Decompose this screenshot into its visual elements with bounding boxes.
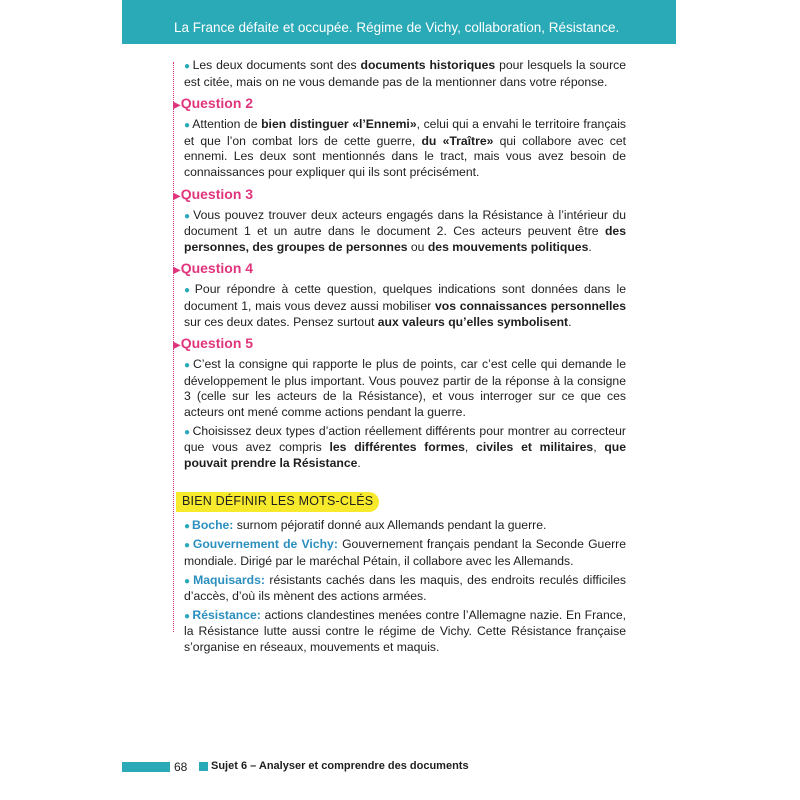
bullet-dot-icon: ●	[184, 540, 191, 552]
bullet-dot-icon: ●	[184, 426, 191, 438]
bullet-dot-icon: ●	[184, 120, 191, 132]
question-5-heading: ▶Question 5	[173, 335, 254, 352]
intro-paragraph: ● Les deux documents sont des documents historiques pour lesquels la source est citée, mais on ne vous demande pas de la mentionner dans votre réponse.	[184, 58, 627, 89]
question-2-heading: ▶Question 2	[173, 95, 254, 112]
question-5-paragraph-2: ● Choisissez deux types d’action réellement différents pour montrer au correcteur que vous avez compris les différentes formes, civiles et militaires, que pouvait prendre la Résistance.	[184, 423, 626, 470]
question-4-paragraph: ● Pour répondre à cette question, quelques indications sont données dans le document 1, mais vous devez aussi mobiliser vos connaissances personnelles sur ces deux dates. Pensez surtout aux valeurs qu’elles symbolisent.	[184, 282, 626, 329]
bullet-dot-icon: ●	[184, 210, 192, 222]
bullet-dot-icon: ●	[184, 610, 191, 622]
keywords-label: BIEN DÉFINIR LES MOTS-CLÉS	[176, 492, 379, 512]
footer-subject-title: Sujet 6 – Analyser et comprendre des documents	[211, 760, 469, 772]
triangle-right-icon: ▶	[173, 100, 181, 112]
bullet-dot-icon: ●	[184, 61, 191, 72]
bullet-dot-icon: ●	[184, 520, 191, 532]
question-3-paragraph: ● Vous pouvez trouver deux acteurs engagés dans la Résistance à l’intérieur du document 1 et un autre dans le document 2. Ces acteurs peuvent être des personnes, des groupes de personnes ou des mouvements politiques.	[184, 207, 626, 254]
question-2-paragraph: ● Attention de bien distinguer «l’Ennemi», celui qui a envahi le territoire français et que l’on combat lors de cette guerre, du «Traître» qui collabore avec cet ennemi. Les deux sont mentionnés dans le tract, mais vous avez besoin de connaissances pour expliquer qui ils sont précisément.	[184, 117, 627, 179]
question-5-paragraph-1: ● C’est la consigne qui rapporte le plus de points, car c’est celle qui demande le développement le plus important. Vous pouvez partir de la réponse à la consigne 3 (celle sur les acteurs de la Résistance), et vous interroger sur ce que ces acteurs ont mené comme actions pendant la guerre.	[184, 357, 626, 419]
bullet-dot-icon: ●	[184, 575, 192, 587]
page-number: 68	[174, 760, 188, 774]
main-content	[173, 58, 627, 659]
keyword-maquisards: ● Maquisards: résistants cachés dans les maquis, des endroits reculés difficiles d’accès, d’où ils mènent des actions armées.	[184, 572, 626, 604]
triangle-right-icon: ▶	[173, 340, 181, 352]
triangle-right-icon: ▶	[173, 190, 181, 202]
header-title: La France défaite et occupée. Régime de Vichy, collaboration, Résistance.	[174, 20, 620, 35]
triangle-right-icon: ▶	[173, 265, 181, 277]
footer-bar	[122, 762, 170, 772]
question-4-heading: ▶Question 4	[173, 260, 254, 277]
header-bar	[122, 0, 676, 44]
keyword-gouvernement-de-vichy: ● Gouvernement de Vichy: Gouvernement français pendant la Seconde Guerre mondiale. Dirigé par le maréchal Pétain, il collabore avec les Allemands.	[184, 537, 626, 569]
footer-square-icon	[199, 762, 208, 771]
bullet-dot-icon: ●	[184, 285, 193, 297]
question-3-heading: ▶Question 3	[173, 185, 254, 202]
keyword-boche: ● Boche: surnom péjoratif donné aux Allemands pendant la guerre.	[184, 517, 547, 532]
keyword-resistance: ● Résistance: actions clandestines menées contre l’Allemagne nazie. En France, la Résistance lutte aussi contre le régime de Vichy. Cette Résistance française s’organise en réseaux, mouvements et maquis.	[184, 607, 626, 655]
bullet-dot-icon: ●	[184, 360, 191, 372]
